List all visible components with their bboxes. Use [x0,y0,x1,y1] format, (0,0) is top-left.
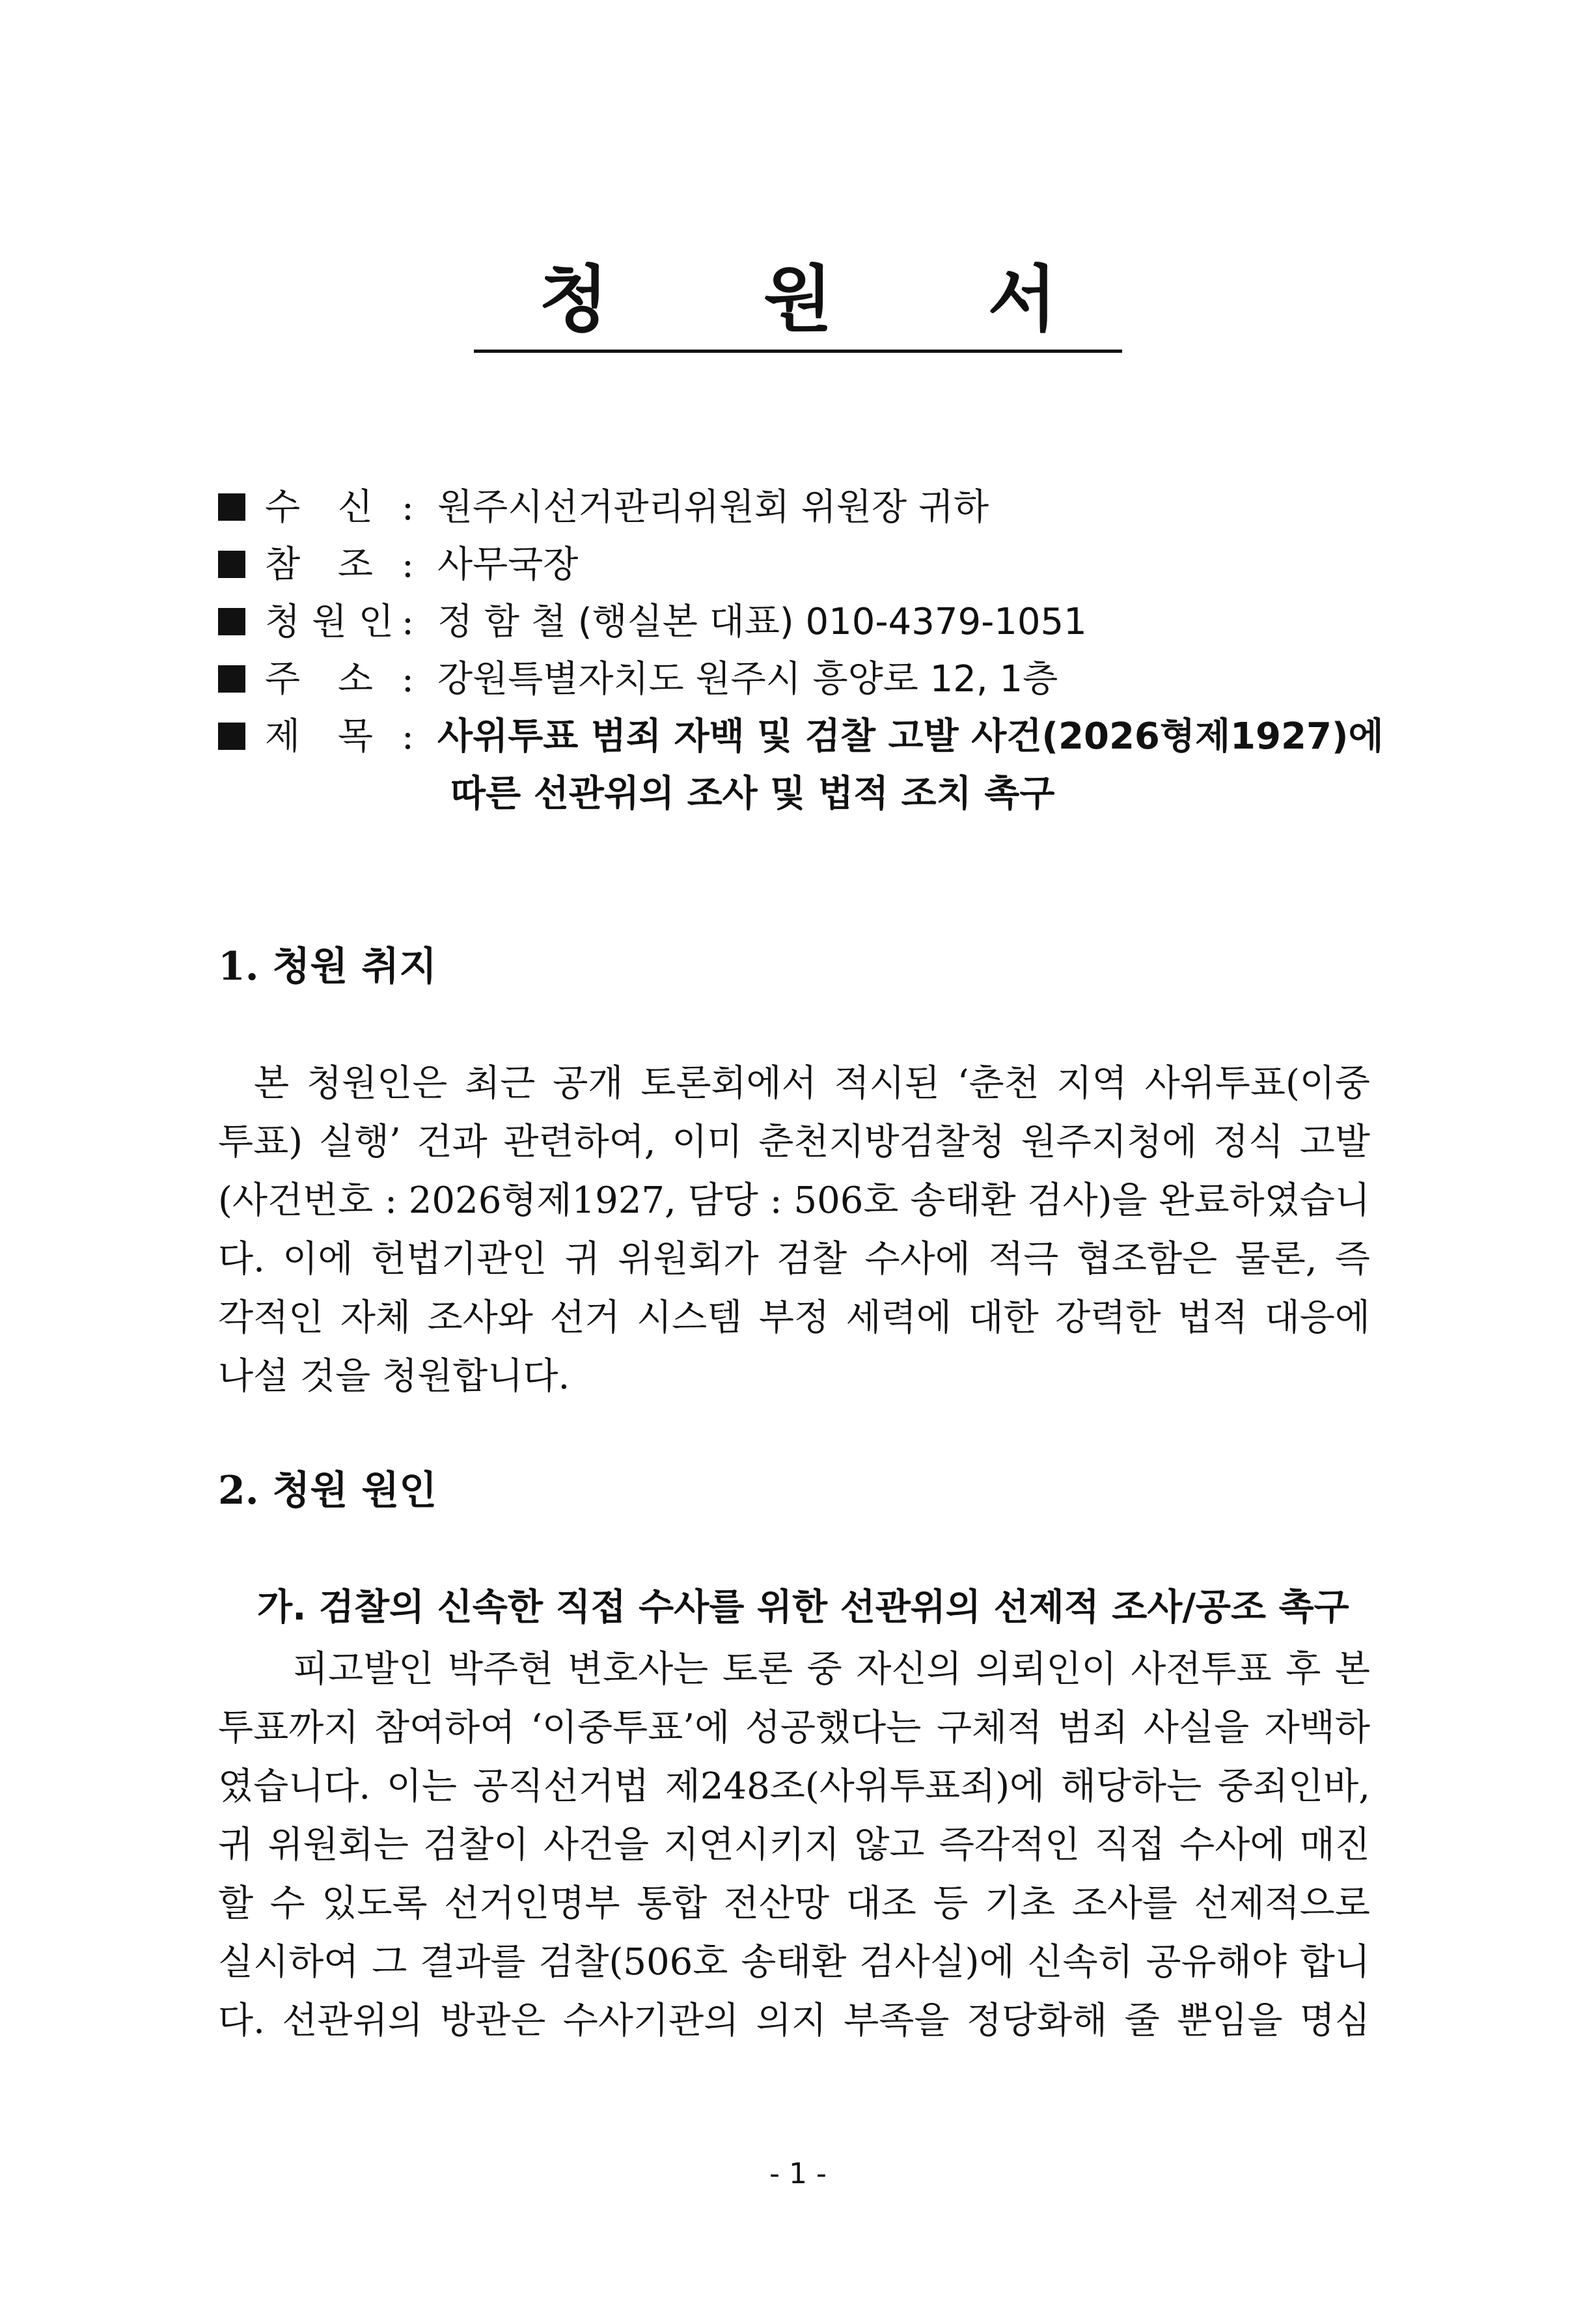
body-line: 실시하여 그 결과를 검찰(506호 송태환 검사실)에 신속히 공유해야 합니 [218,1941,1370,1983]
body-line: 투표) 실행’ 건과 관련하여, 이미 춘천지방검찰청 원주지청에 정식 고발 [218,1121,1370,1163]
recipient-label: 수 신 [265,486,386,529]
page-number: - 1 - [769,2157,827,2190]
section-1-heading: 1. 청원 취지 [218,944,437,989]
subject-label: 제 목 [265,715,386,758]
body-line: (사건번호 : 2026형제1927, 담당 : 506호 송태환 검사)을 완료하였습니 [218,1179,1370,1222]
header-subject: 제 목 : 사위투표 범죄 자백 및 검찰 고발 사건(2026형제1927)에 [218,711,1384,763]
petitioner-label: 청 원 인 [265,601,394,643]
address-value: 강원특별자치도 원주시 흥양로 12, 1층 [437,658,1058,700]
section-2-subheading: 가. 검찰의 신속한 직접 수사를 위한 선관위의 선제적 조사/공조 촉구 [257,1586,1349,1629]
body-line: 할 수 있도록 선거인명부 통합 전산망 대조 등 기초 조사를 선제적으로 [218,1882,1370,1925]
subject-line-1: 사위투표 범죄 자백 및 검찰 고발 사건(2026형제1927)에 [437,715,1384,758]
body-line: 각적인 자체 조사와 선거 시스템 부정 세력에 대한 강력한 법적 대응에 [218,1297,1370,1339]
subject-line-2: 따른 선관위의 조사 및 법적 조치 촉구 [450,773,1055,815]
header-petitioner: 청 원 인 : 정 함 철 (행실본 대표) 010-4379-1051 [218,596,1087,648]
square-bullet-icon [218,551,245,578]
body-line: 귀 위원회는 검찰이 사건을 지연시키지 않고 즉각적인 직접 수사에 매진 [218,1824,1370,1866]
square-bullet-icon [218,608,245,635]
header-recipient: 수 신 : 원주시선거관리위원회 위원장 귀하 [218,482,989,534]
section-1-body [218,1055,1370,1406]
section-2-body [218,1640,1370,2050]
reference-label: 참 조 [265,544,386,586]
header-reference: 참 조 : 사무국장 [218,539,578,591]
square-bullet-icon [218,665,245,693]
body-line: 다. 이에 헌법기관인 귀 위원회가 검찰 수사에 적극 협조함은 물론, 즉 [218,1238,1370,1280]
header-address: 주 소 : 강원특별자치도 원주시 흥양로 12, 1층 [218,654,1058,706]
body-line: 나설 것을 청원합니다. [218,1355,570,1398]
square-bullet-icon [218,723,245,750]
recipient-value: 원주시선거관리위원회 위원장 귀하 [437,486,989,529]
body-line: 였습니다. 이는 공직선거법 제248조(사위투표죄)에 해당하는 중죄인바, [218,1765,1370,1808]
body-line: 본 청원인은 최근 공개 토론회에서 적시된 ‘춘천 지역 사위투표(이중 [254,1062,1370,1105]
petitioner-value: 정 함 철 (행실본 대표) 010-4379-1051 [437,601,1087,643]
document-title: 청 원 서 [0,251,1596,353]
square-bullet-icon [218,493,245,521]
body-line: 다. 선관위의 방관은 수사기관의 의지 부족을 정당화해 줄 뿐임을 명심 [218,2000,1370,2042]
body-line: 피고발인 박주현 변호사는 토론 중 자신의 의뢰인이 사전투표 후 본 [293,1648,1370,1690]
address-label: 주 소 [265,658,386,700]
body-line: 투표까지 참여하여 ‘이중투표’에 성공했다는 구체적 범죄 사실을 자백하 [218,1707,1370,1749]
section-2-heading: 2. 청원 원인 [218,1468,437,1513]
reference-value: 사무국장 [437,544,579,586]
